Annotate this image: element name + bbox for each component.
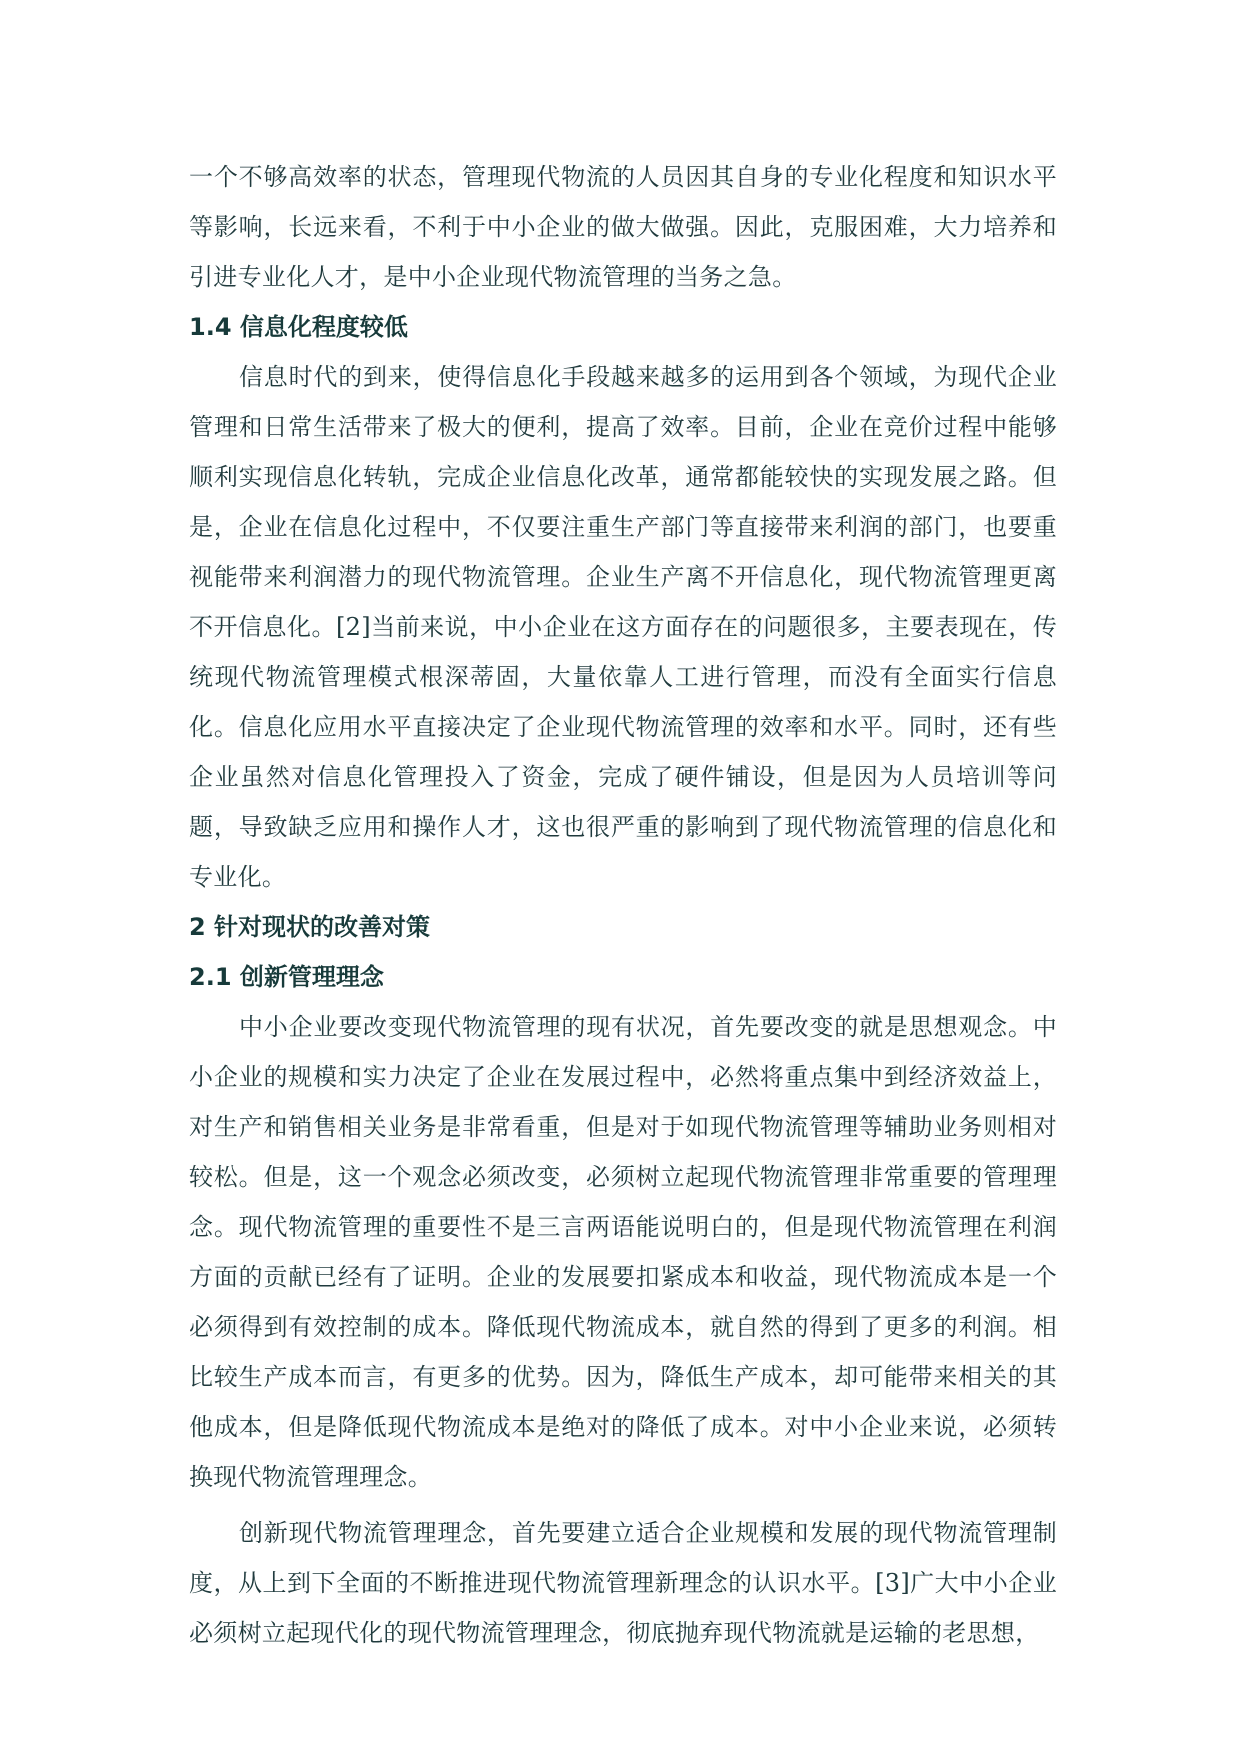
paragraph-2-1-b: 创新现代物流管理理念，首先要建立适合企业规模和发展的现代物流管理制度，从上到下全面的不断推进现代物流管理新理念的认识水平。[3]广大中小企业必须树立起现代化的现代物流管理理念，彻底抛弃现代物流就是运输的老思想， xyxy=(189,1519,1057,1647)
section-heading-2-1: 2.1 创新管理理念 xyxy=(189,963,384,991)
section-heading-2: 2 针对现状的改善对策 xyxy=(189,913,431,941)
document-page xyxy=(189,152,1057,1658)
paragraph-2-1-a: 中小企业要改变现代物流管理的现有状况，首先要改变的就是思想观念。中小企业的规模和实力决定了企业在发展过程中，必然将重点集中到经济效益上，对生产和销售相关业务是非常看重，但是对于如现代物流管理等辅助业务则相对较松。但是，这一个观念必须改变，必须树立起现代物流管理非常重要的管理理念。现代物流管理的重要性不是三言两语能说明白的，但是现代物流管理在利润方面的贡献已经有了证明。企业的发展要扣紧成本和收益，现代物流成本是一个必须得到有效控制的成本。降低现代物流成本，就自然的得到了更多的利润。相比较生产成本而言，有更多的优势。因为，降低生产成本，却可能带来相关的其他成本，但是降低现代物流成本是绝对的降低了成本。对中小企业来说，必须转换现代物流管理理念。 xyxy=(189,1013,1057,1491)
section-heading-1-4: 1.4 信息化程度较低 xyxy=(189,313,408,341)
paragraph-1-4: 信息时代的到来，使得信息化手段越来越多的运用到各个领域，为现代企业管理和日常生活带来了极大的便利，提高了效率。目前，企业在竞价过程中能够顺利实现信息化转轨，完成企业信息化改革，通常都能较快的实现发展之路。但是，企业在信息化过程中，不仅要注重生产部门等直接带来利润的部门，也要重视能带来利润潜力的现代物流管理。企业生产离不开信息化，现代物流管理更离不开信息化。[2]当前来说，中小企业在这方面存在的问题很多，主要表现在，传统现代物流管理模式根深蒂固，大量依靠人工进行管理，而没有全面实行信息化。信息化应用水平直接决定了企业现代物流管理的效率和水平。同时，还有些企业虽然对信息化管理投入了资金，完成了硬件铺设，但是因为人员培训等问题，导致缺乏应用和操作人才，这也很严重的影响到了现代物流管理的信息化和专业化。 xyxy=(189,363,1057,891)
paragraph-intro: 一个不够高效率的状态，管理现代物流的人员因其自身的专业化程度和知识水平等影响，长远来看，不利于中小企业的做大做强。因此，克服困难，大力培养和引进专业化人才，是中小企业现代物流管理的当务之急。 xyxy=(189,163,1057,291)
